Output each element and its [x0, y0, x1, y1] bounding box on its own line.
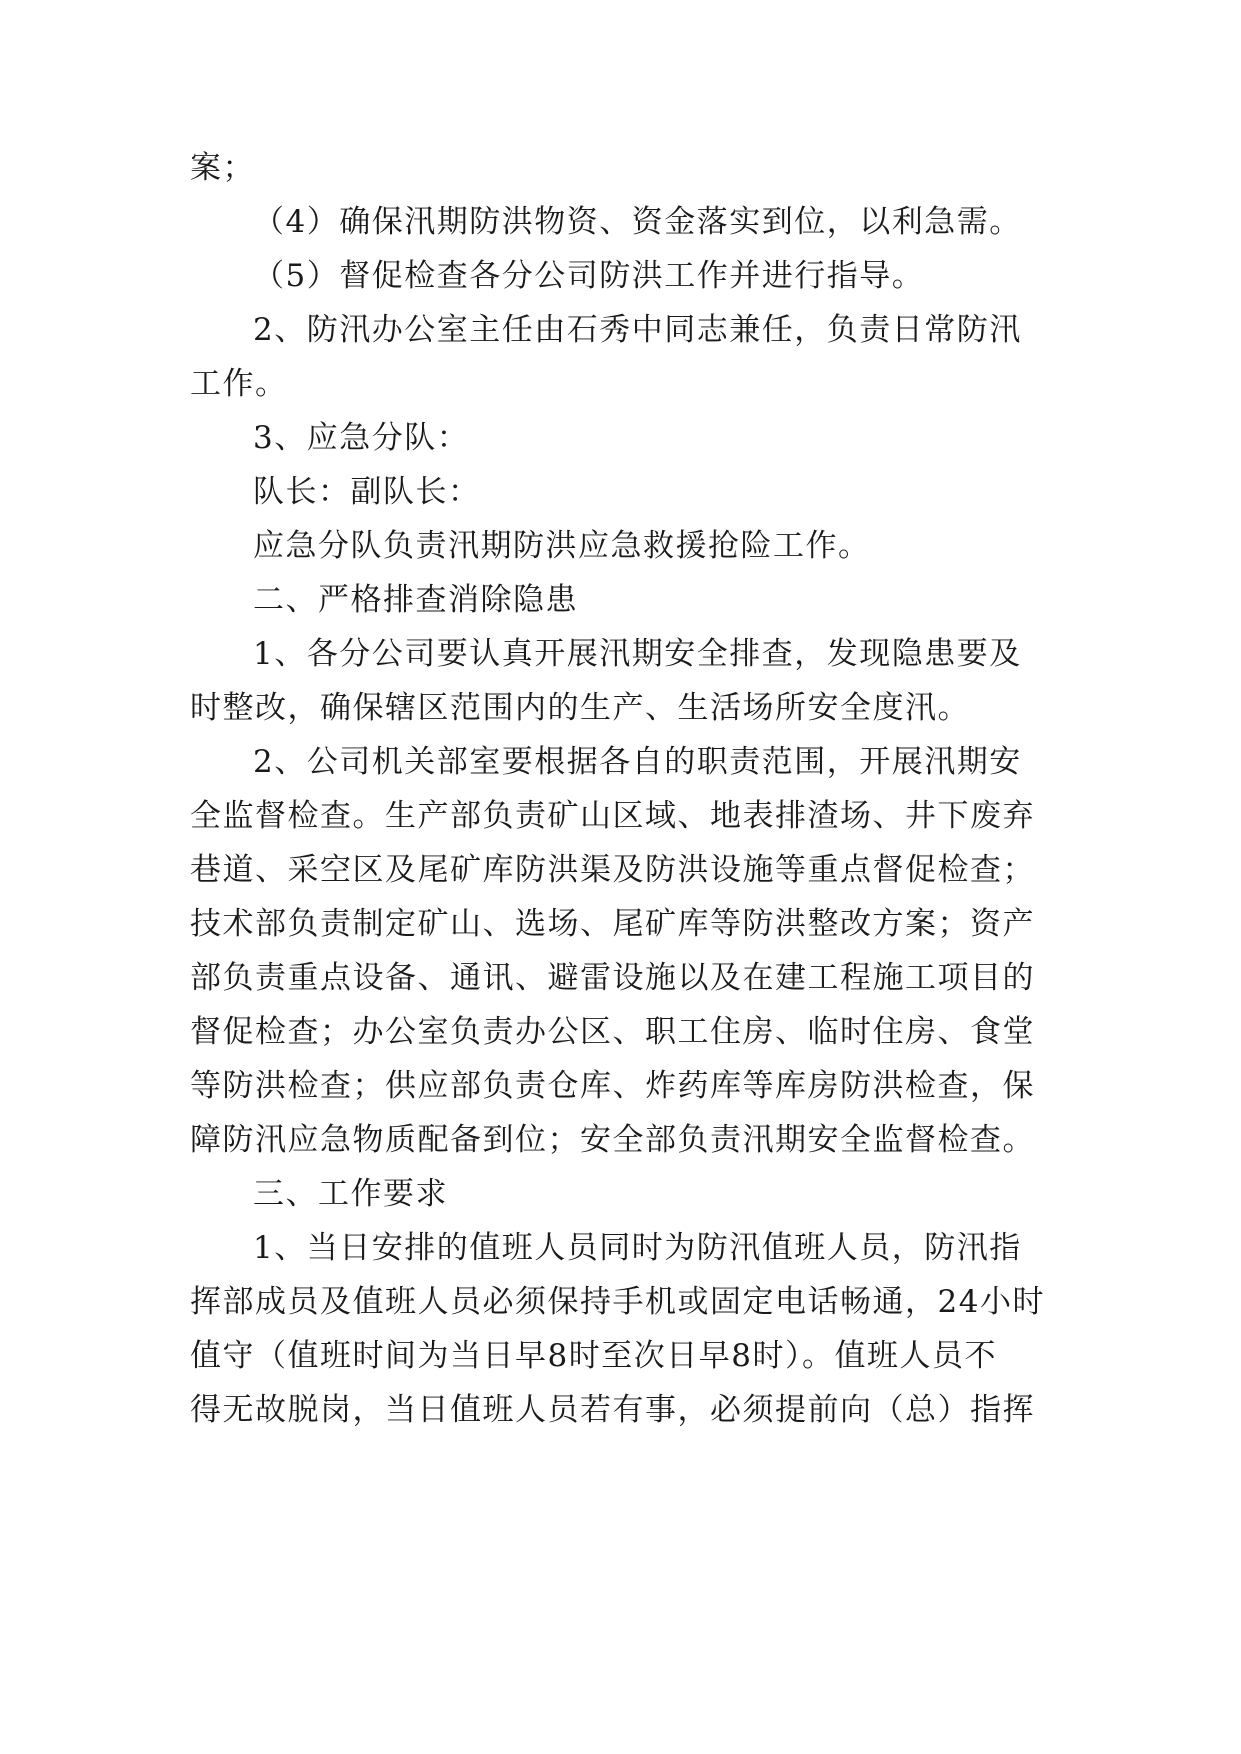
text-line: 队长：副队长： [253, 474, 481, 510]
text-line: 等防洪检查；供应部负责仓库、炸药库等库房防洪检查，保 [190, 1068, 1035, 1104]
text-line: 技术部负责制定矿山、选场、尾矿库等防洪整改方案；资产 [190, 906, 1035, 942]
text-line: 时整改，确保辖区范围内的生产、生活场所安全度汛。 [190, 690, 970, 726]
text-line: 1、各分公司要认真开展汛期安全排查，发现隐患要及 [253, 636, 1022, 672]
text-line: 1、当日安排的值班人员同时为防汛值班人员，防汛指 [253, 1230, 1022, 1266]
text-line: （4）确保汛期防洪物资、资金落实到位，以利急需。 [253, 204, 1022, 240]
text-line: 障防汛应急物质配备到位；安全部负责汛期安全监督检查。 [190, 1122, 1035, 1158]
text-line: 2、公司机关部室要根据各自的职责范围，开展汛期安 [253, 744, 1022, 780]
text-line: 3、应急分队： [253, 420, 470, 456]
text-line: 2、防汛办公室主任由石秀中同志兼任，负责日常防汛 [253, 312, 1022, 348]
text-line: 得无故脱岗，当日值班人员若有事，必须提前向（总）指挥 [190, 1392, 1035, 1428]
text-line: 全监督检查。生产部负责矿山区域、地表排渣场、井下废弃 [190, 798, 1035, 834]
text-line: 案； [190, 150, 255, 186]
text-line: （5）督促检查各分公司防洪工作并进行指导。 [253, 258, 925, 294]
text-line: 值守（值班时间为当日早8时至次日早8时）。值班人员不 [190, 1338, 997, 1374]
section-heading: 三、工作要求 [253, 1176, 448, 1212]
text-line: 部负责重点设备、通讯、避雷设施以及在建工程施工项目的 [190, 960, 1035, 996]
text-line: 督促检查；办公室负责办公区、职工住房、临时住房、食堂 [190, 1014, 1035, 1050]
text-line: 工作。 [190, 366, 288, 402]
section-heading: 二、严格排查消除隐患 [253, 582, 578, 618]
text-line: 挥部成员及值班人员必须保持手机或固定电话畅通，24小时 [190, 1284, 1045, 1320]
text-line: 巷道、采空区及尾矿库防洪渠及防洪设施等重点督促检查； [190, 852, 1035, 888]
text-line: 应急分队负责汛期防洪应急救援抢险工作。 [253, 528, 871, 564]
